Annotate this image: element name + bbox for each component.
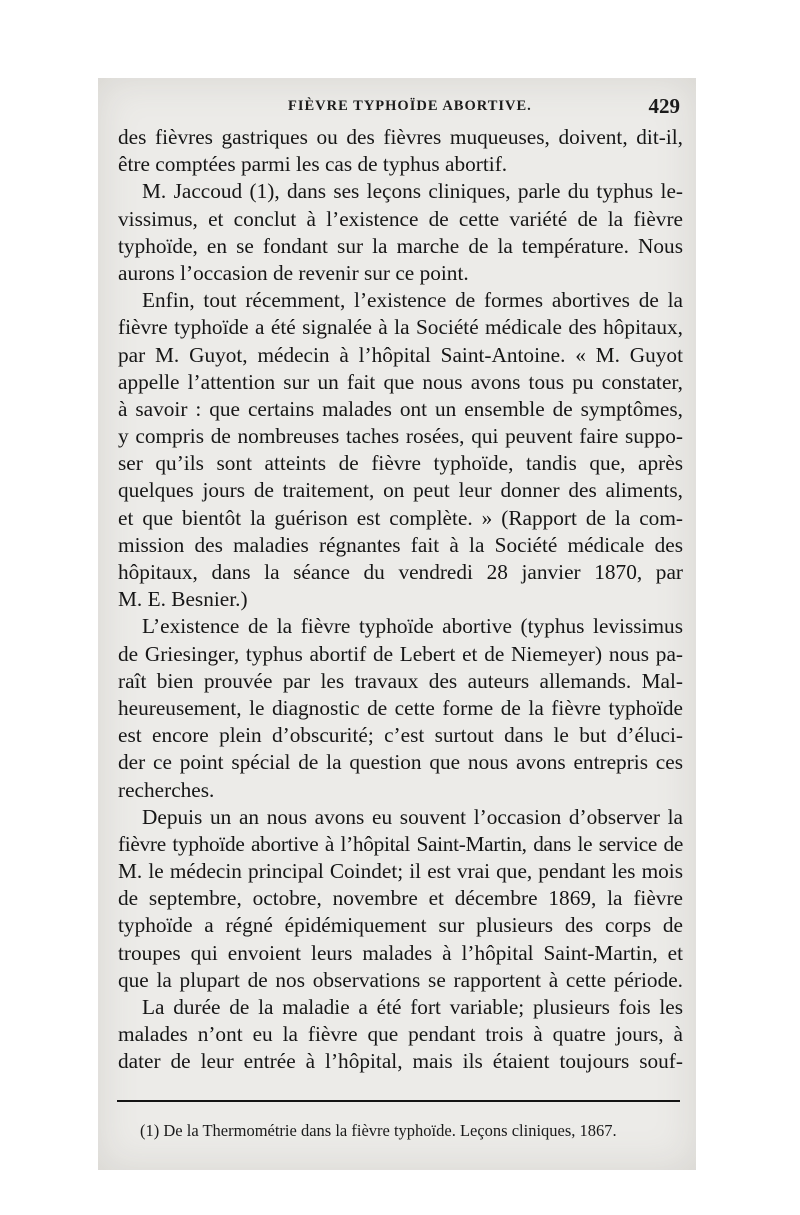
text-line: raît bien prouvée par les travaux des auteurs allemands. Mal- bbox=[118, 668, 683, 693]
running-title: FIÈVRE TYPHOÏDE ABORTIVE. bbox=[288, 98, 532, 114]
text-line: appelle l’attention sur un fait que nous avons tous pu constater, bbox=[118, 369, 683, 394]
text-line: Enfin, tout récemment, l’existence de formes abortives de la bbox=[142, 288, 683, 313]
text-line: fièvre typhoïde abortive à l’hôpital Saint-Martin, dans le service de bbox=[118, 831, 683, 856]
text-line: malades n’ont eu la fièvre que pendant trois à quatre jours, à bbox=[118, 1022, 683, 1047]
text-line: fièvre typhoïde a été signalée à la Société médicale des hôpitaux, bbox=[118, 315, 683, 340]
text-line: de Griesinger, typhus abortif de Lebert et de Niemeyer) nous pa- bbox=[118, 641, 683, 666]
text-line: La durée de la maladie a été fort variable; plusieurs fois les bbox=[142, 995, 683, 1019]
text-line: à savoir : que certains malades ont un ensemble de symptômes, bbox=[118, 396, 683, 421]
text-line: hôpitaux, dans la séance du vendredi 28 janvier 1870, par bbox=[118, 560, 683, 584]
text-line: troupes qui envoient leurs malades à l’hôpital Saint-Martin, et bbox=[118, 940, 683, 965]
text-line: heureusement, le diagnostic de cette forme de la fièvre typhoïde bbox=[118, 695, 683, 720]
text-line: Depuis un an nous avons eu souvent l’occasion d’observer la bbox=[142, 804, 683, 829]
text-line: M. Jaccoud (1), dans ses leçons cliniques, parle du typhus le- bbox=[142, 179, 683, 204]
text-line: et que bientôt la guérison est complète. » (Rapport de la com- bbox=[118, 505, 683, 530]
text-line: typhoïde a régné épidémiquement sur plusieurs des corps de bbox=[118, 913, 683, 938]
text-line: dater de leur entrée à l’hôpital, mais ils étaient toujours souf- bbox=[118, 1049, 683, 1074]
page-number: 429 bbox=[648, 94, 680, 118]
text-line: aurons l’occasion de revenir sur ce point. bbox=[118, 260, 469, 285]
text-line: M. le médecin principal Coindet; il est vrai que, pendant les mois bbox=[118, 859, 683, 884]
page-header bbox=[118, 94, 680, 124]
text-line: typhoïde, en se fondant sur la marche de la température. Nous bbox=[118, 233, 683, 258]
footnote: (1) De la Thermométrie dans la fièvre typhoïde. Leçons cliniques, 1867. bbox=[140, 1121, 617, 1140]
body-text bbox=[118, 124, 683, 1076]
text-line: de septembre, octobre, novembre et décembre 1869, la fièvre bbox=[118, 886, 683, 911]
text-line: par M. Guyot, médecin à l’hôpital Saint-Antoine. « M. Guyot bbox=[118, 342, 683, 367]
text-line: M. E. Besnier.) bbox=[118, 587, 248, 612]
text-line: être comptées parmi les cas de typhus abortif. bbox=[118, 152, 508, 177]
text-line: des fièvres gastriques ou des fièvres muqueuses, doivent, dit-il, bbox=[118, 125, 683, 149]
text-line: mission des maladies régnantes fait à la Société médicale des bbox=[118, 532, 683, 557]
text-line: y compris de nombreuses taches rosées, qui peuvent faire suppo- bbox=[118, 424, 683, 449]
text-line: quelques jours de traitement, on peut leur donner des aliments, bbox=[118, 478, 683, 503]
text-line: recherches. bbox=[118, 777, 215, 802]
footnote-divider bbox=[117, 1100, 680, 1102]
text-line: que la plupart de nos observations se rapportent à cette période. bbox=[118, 967, 683, 992]
text-line: ser qu’ils sont atteints de fièvre typhoïde, tandis que, après bbox=[118, 451, 683, 476]
text-line: der ce point spécial de la question que nous avons entrepris ces bbox=[118, 750, 683, 775]
text-line: L’existence de la fièvre typhoïde abortive (typhus levissimus bbox=[142, 614, 683, 639]
text-line: est encore plein d’obscurité; c’est surtout dans le but d’éluci- bbox=[118, 723, 683, 748]
text-line: vissimus, et conclut à l’existence de cette variété de la fièvre bbox=[118, 206, 683, 231]
